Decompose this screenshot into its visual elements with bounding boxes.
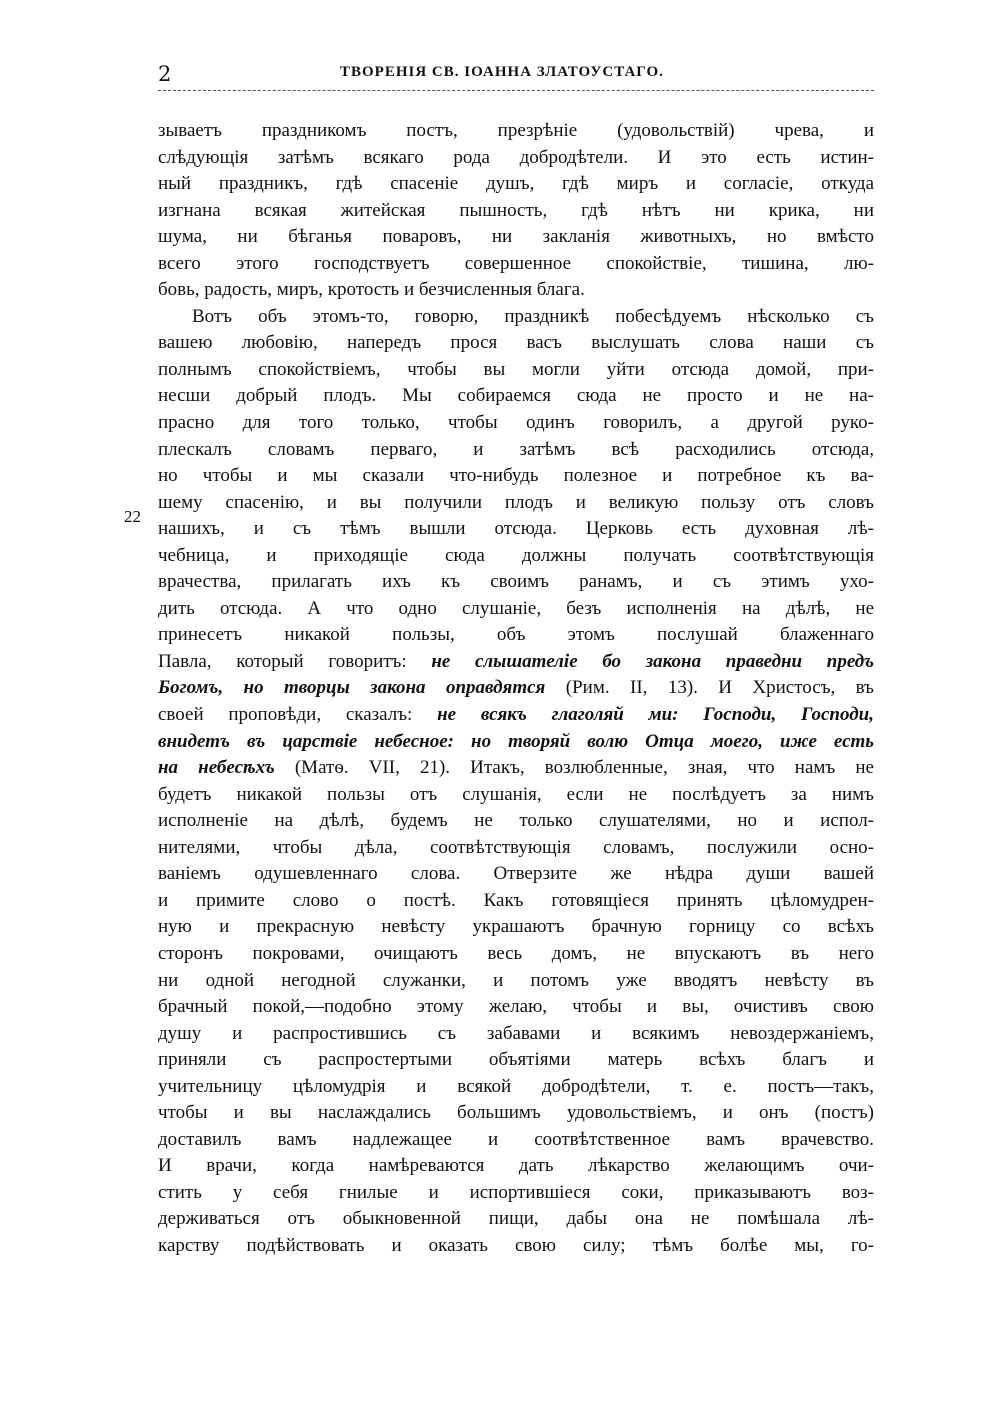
scripture-quote: Богомъ, но творцы закона оправдятся [158, 677, 546, 699]
text-line: брачный покой,—подобно этому желаю, чтобы и вы, очистивъ свою [158, 996, 874, 1018]
text-line: исполненіе на дѣлѣ, будемъ не только слушателями, но и испол- [158, 810, 874, 832]
text-line: плескалъ словамъ перваго, и затѣмъ всѣ расходились отсюда, [158, 438, 874, 460]
text-line-with-quote [158, 755, 874, 782]
text-line: вашею любовію, напередъ прося васъ выслушать слова наши съ [158, 332, 874, 354]
page-header [158, 58, 874, 88]
text-line: ваніемъ одушевленнаго слова. Отверзите же нѣдра души вашей [158, 863, 874, 885]
text-line: дить отсюда. А что одно слушаніе, безъ исполненія на дѣлѣ, не [158, 597, 874, 619]
text-line: карству подѣйствовать и оказать свою силу; тѣмъ болѣе мы, го- [158, 1234, 874, 1256]
scripture-quote: не всякъ глаголяй ми: Господи, Господи, [437, 704, 874, 726]
text-line: ную и прекрасную невѣсту украшаютъ брачную горницу со всѣхъ [158, 916, 874, 938]
text-line: и примите слово о постѣ. Какъ готовящіеся принять цѣломудрен- [158, 889, 874, 911]
margin-note-number: 22 [124, 507, 141, 526]
text-line: зываетъ праздникомъ постъ, презрѣніе (удовольствій) чрева, и [158, 120, 874, 141]
header-rule [158, 90, 874, 91]
text-line: шума, ни бѣганья поваровъ, ни закланія животныхъ, но вмѣсто [158, 226, 874, 248]
text-run: (Рим. II, 13). И Христосъ, въ [545, 677, 875, 699]
scripture-quote: внидетъ въ царствіе небесное: но творяй волю Отца моего, иже есть [158, 730, 874, 752]
text-line: слѣдующія затѣмъ всякаго рода добродѣтели. И это есть истин- [158, 146, 874, 168]
text-line-with-quote [158, 675, 874, 702]
text-line: несши добрый плодъ. Мы собираемся сюда не просто и не на- [158, 385, 874, 407]
text-line: но чтобы и мы сказали что-нибудь полезное и потребное къ ва- [158, 465, 874, 487]
text-line: учительницу цѣломудрія и всякой добродѣтели, т. е. постъ—такъ, [158, 1075, 874, 1097]
text-line: И врачи, когда намѣреваются дать лѣкарство желающимъ очи- [158, 1155, 874, 1177]
text-line: чтобы и вы наслаждались большимъ удовольствіемъ, и онъ (постъ) [158, 1102, 874, 1124]
running-title: ТВОРЕНІЯ СВ. ІОАННА ЗЛАТОУСТАГО. [340, 64, 664, 80]
text-line: Вотъ объ этомъ-то, говорю, праздникѣ побесѣдуемъ нѣсколько съ [192, 305, 874, 327]
text-line: бовь, радость, миръ, кротость и безчисленныя блага. [158, 279, 585, 301]
text-line: нашихъ, и съ тѣмъ вышли отсюда. Церковь есть духовная лѣ- [158, 518, 874, 540]
text-line: доставилъ вамъ надлежащее и соотвѣтственное вамъ врачевство. [158, 1128, 874, 1150]
text-line: ни одной негодной служанки, и потомъ уже вводятъ невѣсту въ [158, 969, 874, 991]
text-line: стить у себя гнилые и испортившіеся соки, приказываютъ воз- [158, 1181, 874, 1203]
text-line: будетъ никакой пользы отъ слушанія, если не послѣдуетъ за нимъ [158, 783, 874, 805]
scripture-quote: не слышателіе бо закона праведни предъ [431, 650, 874, 672]
text-line: чебница, и приходящіе сюда должны получать соотвѣтствующія [158, 544, 874, 566]
page-number: 2 [158, 62, 172, 86]
text-run: Павла, который говоритъ: [158, 650, 432, 672]
text-line: полнымъ спокойствіемъ, чтобы вы могли уйти отсюда домой, при- [158, 358, 874, 380]
text-line: нителями, чтобы дѣла, соотвѣтствующія словамъ, послужили осно- [158, 836, 874, 858]
text-line-with-quote [158, 702, 874, 729]
text-run: (Матѳ. VII, 21). Итакъ, возлюбленные, зная, что намъ не [274, 757, 874, 779]
text-line-with-quote [158, 729, 874, 756]
text-run: своей проповѣди, сказалъ: [158, 704, 438, 726]
text-line: шему спасенію, и вы получили плодъ и великую пользу отъ словъ [158, 491, 874, 513]
text-line: всего этого господствуетъ совершенное спокойствіе, тишина, лю- [158, 252, 874, 274]
text-line: прасно для того только, чтобы одинъ говорилъ, а другой руко- [158, 412, 874, 434]
text-line: принесетъ никакой пользы, объ этомъ послушай блаженнаго [158, 624, 874, 646]
text-line: ный праздникъ, гдѣ спасеніе душъ, гдѣ миръ и согласіе, откуда [158, 173, 874, 195]
text-line: приняли съ распростертыми объятіями матерь всѣхъ благъ и [158, 1049, 874, 1071]
text-line: врачества, прилагать ихъ къ своимъ ранамъ, и съ этимъ ухо- [158, 571, 874, 593]
text-line: изгнана всякая житейская пышность, гдѣ нѣтъ ни крика, ни [158, 199, 874, 221]
text-line: сторонъ покровами, очищаютъ весь домъ, не впускаютъ въ него [158, 942, 874, 964]
text-line-with-quote [158, 649, 874, 676]
text-line: держиваться отъ обыкновенной пищи, дабы она не помѣшала лѣ- [158, 1208, 874, 1230]
body-text [158, 118, 874, 1260]
text-line: душу и распростившись съ забавами и всякимъ невоздержаніемъ, [158, 1022, 874, 1044]
scripture-quote: на небесѣхъ [158, 757, 275, 779]
